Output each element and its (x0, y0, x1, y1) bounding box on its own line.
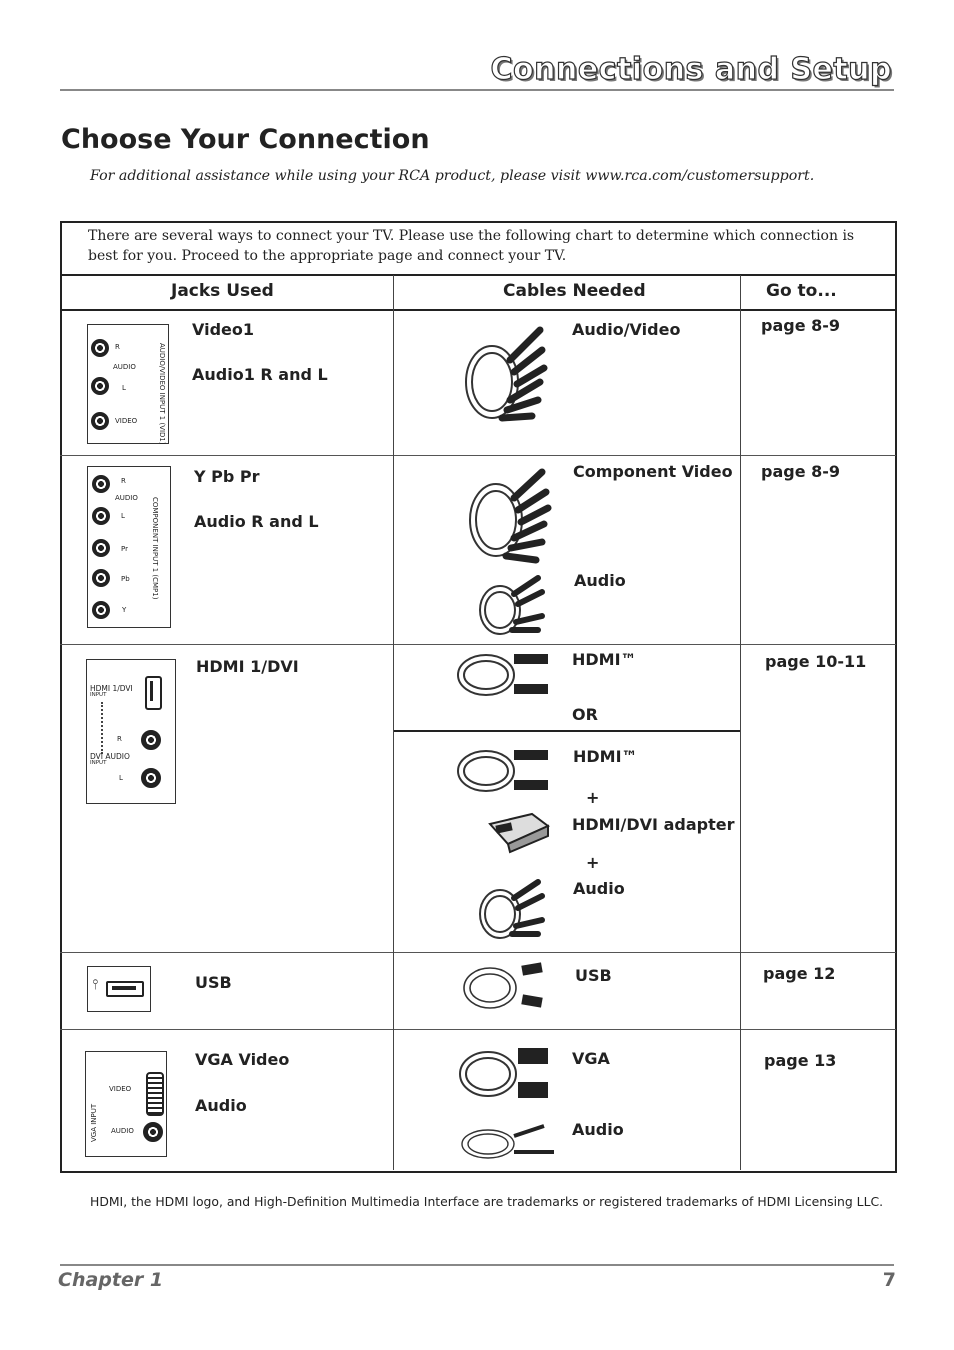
usb-icon: ⫯ (92, 977, 99, 993)
column-divider (740, 275, 741, 1170)
jack-label: Audio1 R and L (192, 365, 328, 384)
cable-label: VGA (572, 1049, 610, 1068)
footer-rule (60, 1264, 894, 1266)
y-jack (92, 601, 110, 619)
cable-label: Component Video (573, 462, 733, 481)
plus-sign: + (586, 853, 600, 872)
goto-page-link[interactable]: page 10-11 (765, 652, 867, 671)
panel-label-audio: AUDIO (111, 1127, 134, 1135)
audio-cable-image (476, 876, 552, 942)
panel-label-input: INPUT (90, 692, 107, 698)
row-divider (60, 1029, 896, 1030)
assistance-note: For additional assistance while using your RCA product, please visit www.rca.com/customersupport. (90, 168, 815, 184)
audio-l-jack (92, 507, 110, 525)
panel-label-y: Y (122, 606, 127, 614)
dvi-audio-r-jack (141, 730, 161, 750)
panel-label-l: L (119, 774, 123, 782)
cable-label: HDMI™ (573, 747, 638, 766)
panel-label-input: INPUT (90, 760, 107, 766)
hdmi-cable-image (456, 746, 556, 796)
jack-label: VGA Video (195, 1050, 290, 1069)
audio-l-jack (91, 377, 109, 395)
audio-cable-image (476, 572, 552, 638)
plus-sign: + (586, 788, 600, 807)
goto-page-link[interactable]: page 12 (763, 964, 836, 983)
jack-label: Video1 (192, 320, 255, 339)
page-number: 7 (882, 1269, 896, 1291)
header-go-to: Go to... (766, 281, 837, 301)
panel-label-l: L (122, 384, 126, 392)
chart-divider (60, 274, 897, 276)
cable-label: Audio (573, 879, 625, 898)
panel-label-audio: AUDIO (113, 363, 136, 371)
hdmi-cable-image (456, 650, 556, 700)
page-title: Choose Your Connection (61, 124, 430, 155)
panel-label-r: R (117, 735, 122, 743)
audio-r-jack (91, 339, 109, 357)
hdmi-option-divider (393, 730, 741, 732)
row-divider (60, 455, 896, 456)
panel-label-l: L (121, 512, 125, 520)
panel-label-pr: Pr (121, 545, 128, 553)
panel-bracket (101, 702, 103, 754)
cable-label: Audio (574, 571, 626, 590)
panel-label-vga-input: VGA INPUT (90, 1103, 98, 1142)
panel-label-vertical: AUDIO/VIDEO INPUT 1 (VID1) (158, 343, 166, 445)
goto-page-link[interactable]: page 8-9 (761, 316, 841, 335)
dvi-audio-l-jack (141, 768, 161, 788)
panel-label-video: VIDEO (115, 417, 138, 425)
vga-port (146, 1072, 164, 1116)
audio-r-jack (92, 475, 110, 493)
hdmi-dvi-adapter-image (486, 810, 552, 854)
vga-input-panel (85, 1051, 167, 1157)
usb-input-panel (87, 966, 151, 1012)
cable-label: Audio/Video (572, 320, 681, 339)
panel-label-audio: AUDIO (115, 494, 138, 502)
hdmi-port (145, 676, 162, 710)
jack-label: Audio R and L (194, 512, 319, 531)
jack-label: USB (195, 973, 232, 992)
header-cables-needed: Cables Needed (503, 281, 646, 301)
usb-cable-image (460, 960, 552, 1012)
component-input-panel (87, 466, 171, 628)
chapter-label: Chapter 1 (58, 1269, 164, 1291)
chart-intro: There are several ways to connect your TV. Please use the following chart to determine which connection is best for you. Proceed to the appropriate page and connect your TV. (88, 228, 855, 264)
av-cable-image (462, 320, 554, 430)
cable-label: USB (575, 966, 612, 985)
panel-label-pb: Pb (121, 575, 130, 583)
usb-port (106, 981, 144, 997)
panel-label-r: R (121, 477, 126, 485)
trademark-note: HDMI, the HDMI logo, and High-Definition Multimedia Interface are trademarks or registered trademarks of HDMI Licensing LLC. (90, 1194, 884, 1209)
jack-label: HDMI 1/DVI (196, 657, 299, 676)
panel-label-hdmi: HDMI 1/DVI (90, 684, 133, 693)
header-jacks-used: Jacks Used (171, 281, 274, 301)
panel-label-video: VIDEO (109, 1085, 132, 1093)
row-divider (60, 952, 896, 953)
panel-label-dvi-audio: DVI AUDIO (90, 752, 130, 761)
jack-label: Audio (195, 1096, 247, 1115)
pr-jack (92, 539, 110, 557)
panel-label-vertical: COMPONENT INPUT 1 (CMP1) (151, 497, 159, 600)
goto-page-link[interactable]: page 13 (764, 1051, 837, 1070)
hdmi-input-panel (86, 659, 176, 804)
column-divider (393, 275, 394, 1170)
jack-label: Y Pb Pr (194, 467, 260, 486)
chart-divider (60, 309, 897, 311)
video-jack (91, 412, 109, 430)
vga-audio-jack (143, 1122, 163, 1142)
pb-jack (92, 569, 110, 587)
cable-option-or: OR (572, 705, 598, 724)
component-cable-image (466, 462, 556, 570)
row-divider (60, 644, 896, 645)
header-rule (60, 89, 894, 91)
audio-cable-image (458, 1122, 558, 1162)
av-input-panel (87, 324, 169, 444)
goto-page-link[interactable]: page 8-9 (761, 462, 841, 481)
cable-label: Audio (572, 1120, 624, 1139)
cable-label: HDMI/DVI adapter (572, 815, 735, 834)
vga-cable-image (458, 1046, 554, 1100)
cable-label: HDMI™ (572, 650, 637, 669)
panel-label-r: R (115, 343, 120, 351)
section-title: Connections and Setup (490, 52, 892, 87)
